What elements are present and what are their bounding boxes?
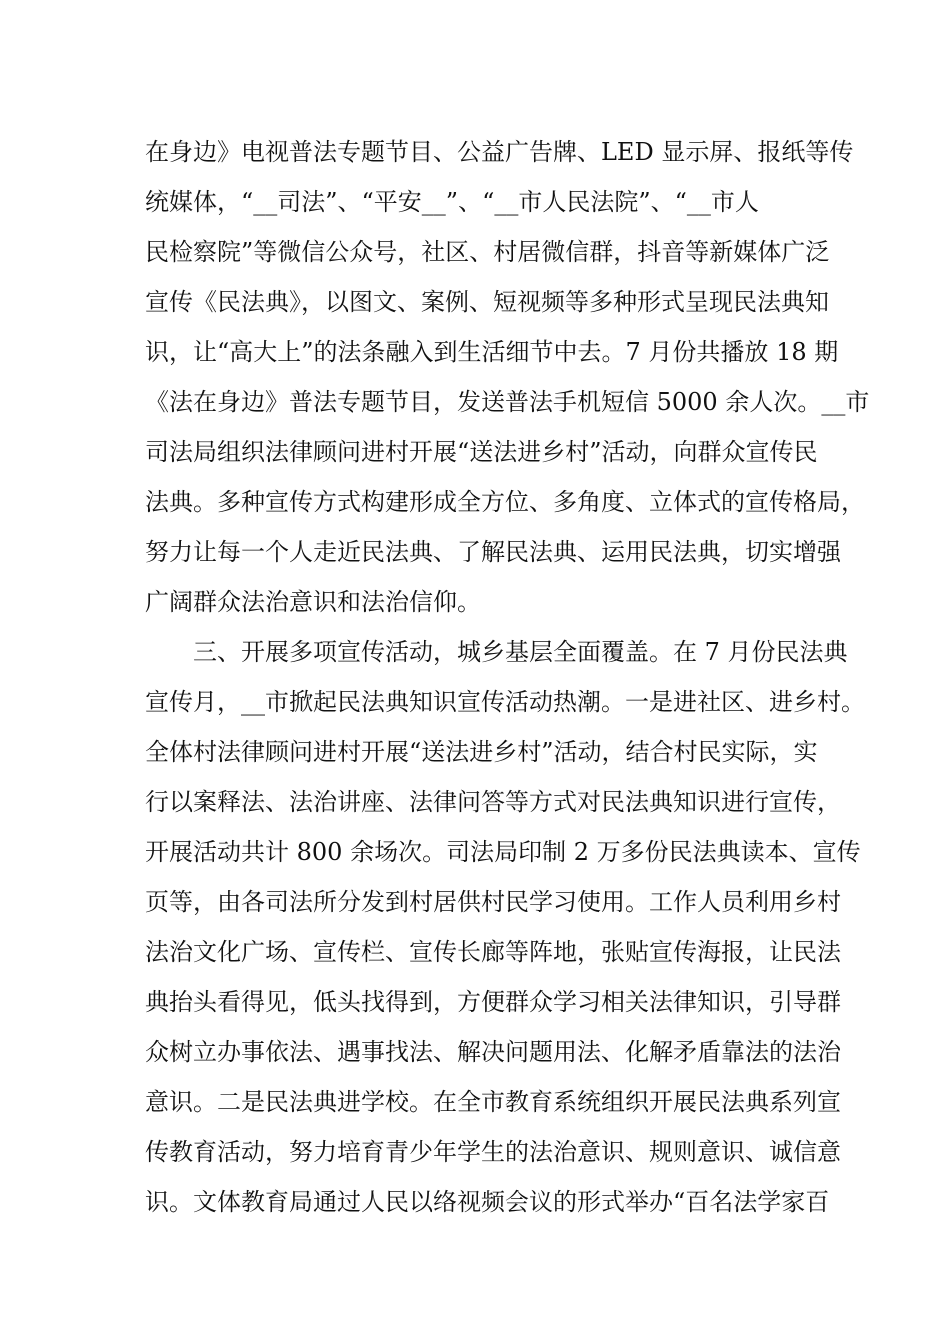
text-line: 宣传月，__市掀起民法典知识宣传活动热潮。一是进社区、进乡村。 xyxy=(145,688,865,716)
text-line: 识，让“高大上”的法条融入到生活细节中去。7 月份共播放 18 期 xyxy=(145,338,839,366)
text-line: 典抬头看得见，低头找得到，方便群众学习相关法律知识，引导群 xyxy=(145,988,841,1016)
text-line: 统媒体，“__司法”、“平安__”、“__市人民法院”、“__市人 xyxy=(145,188,759,216)
text-line: 民检察院”等微信公众号，社区、村居微信群，抖音等新媒体广泛 xyxy=(145,238,830,266)
text-line: 行以案释法、法治讲座、法律问答等方式对民法典知识进行宣传， xyxy=(145,788,841,816)
text-line: 法治文化广场、宣传栏、宣传长廊等阵地，张贴宣传海报，让民法 xyxy=(145,938,841,966)
text-line: 意识。二是民法典进学校。在全市教育系统组织开展民法典系列宣 xyxy=(145,1088,841,1116)
text-line: 识。文体教育局通过人民以络视频会议的形式举办“百名法学家百 xyxy=(145,1188,830,1216)
text-line: 努力让每一个人走近民法典、了解民法典、运用民法典，切实增强 xyxy=(145,538,841,566)
text-line: 三、开展多项宣传活动，城乡基层全面覆盖。在 7 月份民法典 xyxy=(145,638,848,666)
text-line: 众树立办事依法、遇事找法、解决问题用法、化解矛盾靠法的法治 xyxy=(145,1038,841,1066)
text-line: 传教育活动，努力培育青少年学生的法治意识、规则意识、诚信意 xyxy=(145,1138,841,1166)
text-line: 全体村法律顾问进村开展“送法进乡村”活动，结合村民实际，实 xyxy=(145,738,818,766)
text-line: 广阔群众法治意识和法治信仰。 xyxy=(145,588,481,616)
text-line: 页等，由各司法所分发到村居供村民学习使用。工作人员利用乡村 xyxy=(145,888,841,916)
text-line: 司法局组织法律顾问进村开展“送法进乡村”活动，向群众宣传民 xyxy=(145,438,818,466)
text-line: 在身边》电视普法专题节目、公益广告牌、LED 显示屏、报纸等传 xyxy=(145,138,854,166)
text-line: 法典。多种宣传方式构建形成全方位、多角度、立体式的宣传格局， xyxy=(145,488,865,516)
text-line: 开展活动共计 800 余场次。司法局印制 2 万多份民法典读本、宣传 xyxy=(145,838,861,866)
text-line: 《法在身边》普法专题节目，发送普法手机短信 5000 余人次。__市 xyxy=(145,388,870,416)
text-line: 宣传《民法典》，以图文、案例、短视频等多种形式呈现民法典知 xyxy=(145,288,829,316)
